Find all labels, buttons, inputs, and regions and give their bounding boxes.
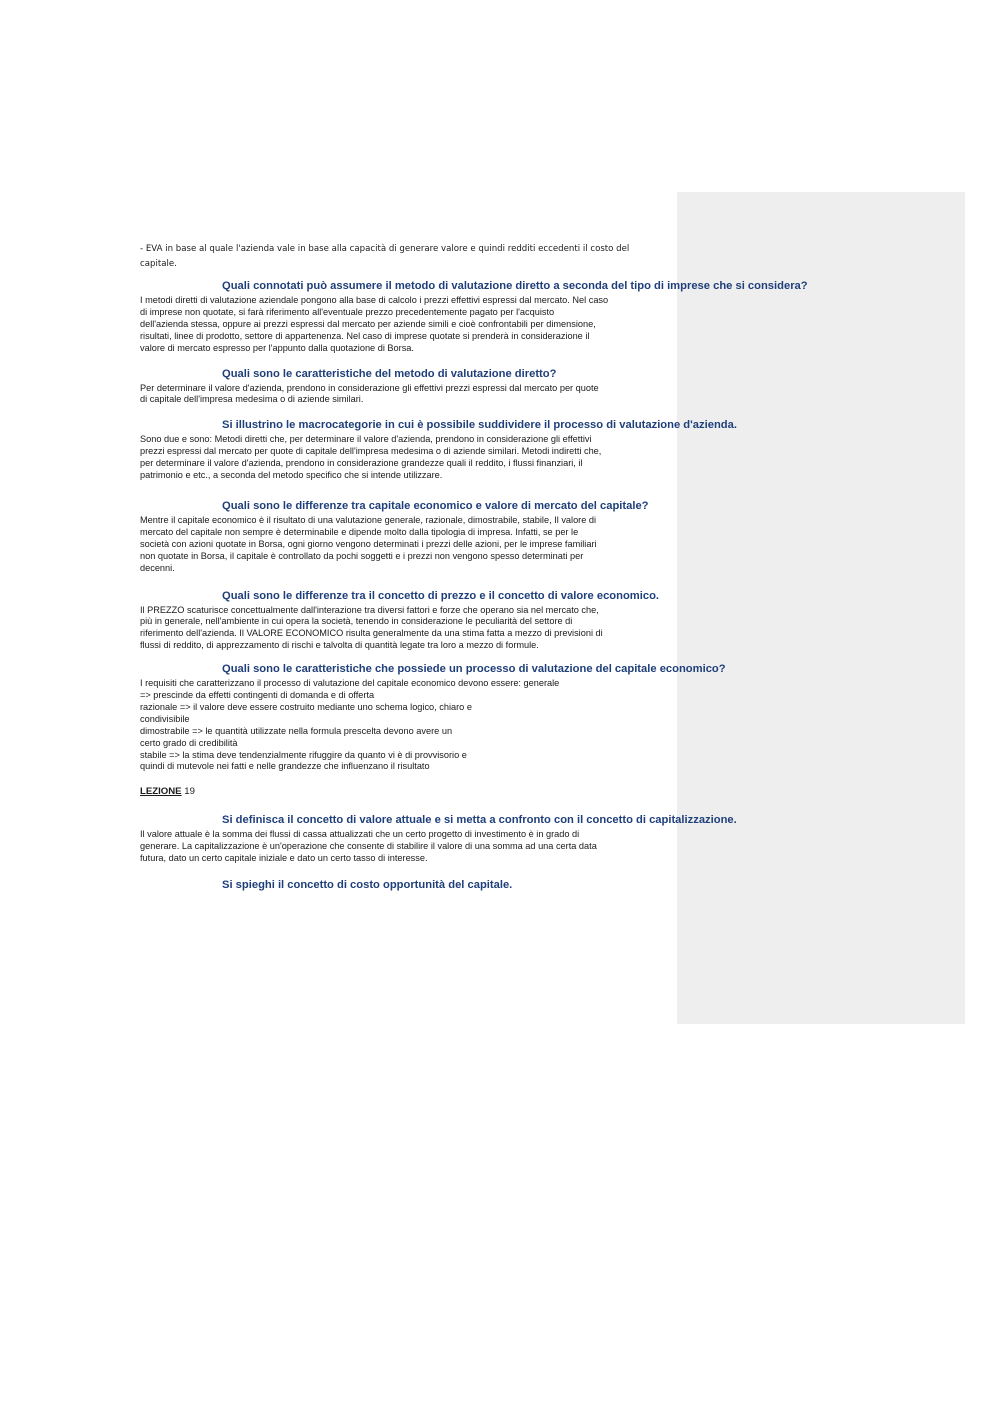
answer-line: I requisiti che caratterizzano il processo di valutazione del capitale economico devono essere: generale — [140, 678, 560, 689]
question-heading: Quali sono le differenze tra capitale economico e valore di mercato del capitale? — [222, 499, 649, 512]
answer-line: non quotate in Borsa, il capitale è controllato da pochi soggetti e i prezzi non vengono spesso determinati per — [140, 550, 584, 561]
qa-section — [140, 279, 820, 355]
answer-line: di imprese non quotate, si farà riferimento all'eventuale prezzo precedentemente pagato per l'acquisto — [140, 306, 555, 317]
answer-line: certo grado di credibilità — [140, 737, 238, 748]
answer-line: dimostrabile => le quantità utilizzate nella formula prescelta devono avere un — [140, 725, 453, 736]
answer-line: futura, dato un certo capitale iniziale e dato un certo tasso di interesse. — [140, 853, 428, 864]
answer-line: Mentre il capitale economico è il risultato di una valutazione generale, razionale, dimostrabile, stabile, Il valore di — [140, 514, 597, 525]
answer-line: per determinare il valore d'azienda, prendono in considerazione grandezze quali il reddito, i flussi finanziari, il — [140, 458, 583, 469]
qa-section — [140, 499, 820, 575]
answer-line: risultati, linee di prodotto, settore di appartenenza. Nel caso di imprese quotate si prenderà in considerazione il — [140, 330, 590, 341]
question-heading: Quali sono le differenze tra il concetto di prezzo e il concetto di valore economico. — [222, 589, 660, 602]
answer-line: di capitale dell'impresa medesima o di aziende similari. — [140, 394, 364, 405]
answer-line: riferimento dell'azienda. Il VALORE ECONOMICO risulta generalmente da una stima fatta a mezzo di previsioni di — [140, 628, 603, 639]
qa-section — [140, 662, 820, 773]
answer-line: quindi di mutevole nei fatti e nelle grandezze che influenzano il risultato — [140, 761, 430, 772]
intro-text — [140, 242, 820, 271]
answer-line: società con azioni quotate in Borsa, ogni giorno vengono determinati i prezzi delle azioni, per le imprese familiari — [140, 538, 597, 549]
answer-line: dell'azienda stessa, oppure ai prezzi espressi dal mercato per aziende simili e cioè confrontabili per dimensione, — [140, 318, 596, 329]
answer-line: => prescinde da effetti contingenti di domanda e di offerta — [140, 690, 375, 701]
lesson-number: 19 — [184, 786, 195, 798]
answer-line: condivisibile — [140, 713, 190, 724]
lesson-header — [140, 786, 820, 798]
question-heading: Si spieghi il concetto di costo opportunità del capitale. — [222, 879, 513, 892]
answer-line: più in generale, nell'ambiente in cui opera la società, tenendo in considerazione le peculiarità del settore di — [140, 616, 573, 627]
qa-section — [140, 878, 820, 892]
answer-line: razionale => il valore deve essere costruito mediante uno schema logico, chiaro e — [140, 701, 472, 712]
question-heading: Si definisca il concetto di valore attuale e si metta a confronto con il concetto di capitalizzazione. — [222, 814, 737, 827]
answer-line: Il valore attuale è la somma dei flussi di cassa attualizzati che un certo progetto di investimento è in grado di — [140, 829, 580, 840]
answer-line: prezzi espressi dal mercato per quote di capitale dell'impresa medesima o di aziende similari. Metodi indiretti che, — [140, 446, 602, 457]
answer-line: Per determinare il valore d'azienda, prendono in considerazione gli effettivi prezzi espressi dal mercato per quote — [140, 382, 599, 393]
text-line: capitale. — [140, 258, 177, 269]
answer-line: patrimonio e etc., a seconda del metodo specifico che si intende utilizzare. — [140, 470, 443, 481]
question-heading: Quali sono le caratteristiche del metodo di valutazione diretto? — [222, 367, 557, 380]
answer-line: valore di mercato espresso per l'appunto dalla quotazione di Borsa. — [140, 342, 414, 353]
answer-line: Il PREZZO scaturisce concettualmente dall'interazione tra diversi fattori e forze che operano sia nel mercato che, — [140, 604, 599, 615]
question-heading: Quali connotati può assumere il metodo di valutazione diretto a seconda del tipo di imprese che si considera? — [222, 280, 808, 292]
qa-section — [140, 589, 820, 653]
qa-section — [140, 367, 820, 407]
qa-section — [140, 813, 820, 865]
answer-line: mercato del capitale non sempre è determinabile e dipende molto dalla tipologia di impresa. Infatti, se per le — [140, 526, 579, 537]
document-body — [140, 242, 820, 894]
lesson-label: LEZIONE — [140, 786, 182, 798]
text-line: - EVA in base al quale l'azienda vale in base alla capacità di generare valore e quindi redditi eccedenti il costo del — [140, 244, 630, 254]
answer-line: I metodi diretti di valutazione aziendale pongono alla base di calcolo i prezzi effettivi espressi dal mercato. Nel caso — [140, 295, 609, 305]
question-heading: Si illustrino le macrocategorie in cui è possibile suddividere il processo di valutazione d'azienda. — [222, 419, 737, 432]
qa-section — [140, 418, 820, 482]
answer-line: flussi di reddito, di apprezzamento di rischi e talvolta di quantità legate tra loro a mezzo di formule. — [140, 640, 539, 651]
question-heading: Quali sono le caratteristiche che possiede un processo di valutazione del capitale economico? — [222, 663, 726, 676]
answer-line: stabile => la stima deve tendenzialmente rifuggire da quanto vi è di provvisorio e — [140, 749, 467, 760]
answer-line: Sono due e sono: Metodi diretti che, per determinare il valore d'azienda, prendono in considerazione gli effettivi — [140, 434, 592, 445]
answer-line: generare. La capitalizzazione è un'operazione che consente di stabilire il valore di una somma ad una certa data — [140, 841, 597, 852]
answer-line: decenni. — [140, 562, 175, 573]
